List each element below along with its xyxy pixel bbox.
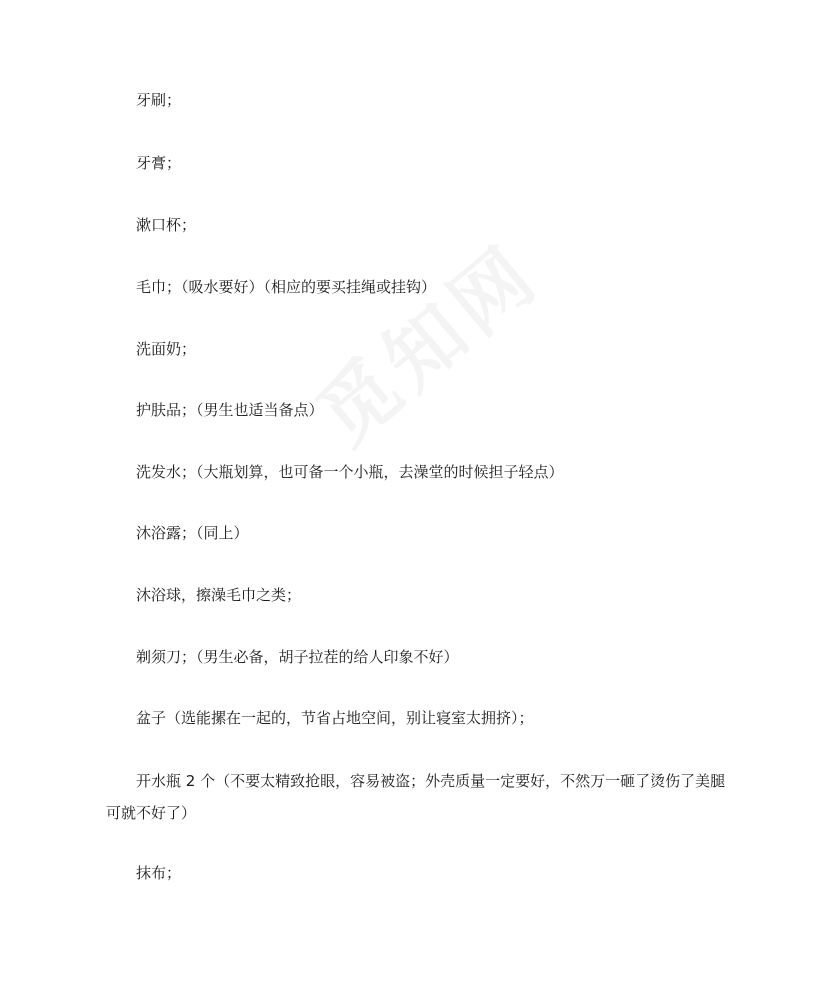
list-item: 剃须刀；（男生必备，胡子拉茬的给人印象不好） (136, 648, 459, 666)
list-item: 漱口杯； (136, 216, 197, 234)
list-item: 牙刷； (136, 91, 182, 109)
list-item: 毛巾；（吸水要好）（相应的要买挂绳或挂钩） (136, 278, 437, 296)
list-item: 牙膏； (136, 154, 182, 172)
list-item: 洗发水；（大瓶划算，也可备一个小瓶，去澡堂的时候担子轻点） (136, 463, 564, 481)
list-item: 护肤品；（男生也适当备点） (136, 401, 324, 419)
list-item: 抹布； (136, 864, 182, 882)
list-item: 洗面奶； (136, 340, 197, 358)
list-item: 沐浴露；（同上） (136, 524, 249, 542)
list-item: 沐浴球，擦澡毛巾之类； (136, 586, 302, 604)
watermark (290, 214, 560, 466)
list-item: 开水瓶 2 个（不要太精致抢眼，容易被盗；外壳质量一定要好，不然万一砸了烫伤了美腿可就不好了） (106, 772, 726, 822)
list-item: 盆子（选能摞在一起的，节省占地空间，别让寝室太拥挤）； (136, 709, 534, 727)
